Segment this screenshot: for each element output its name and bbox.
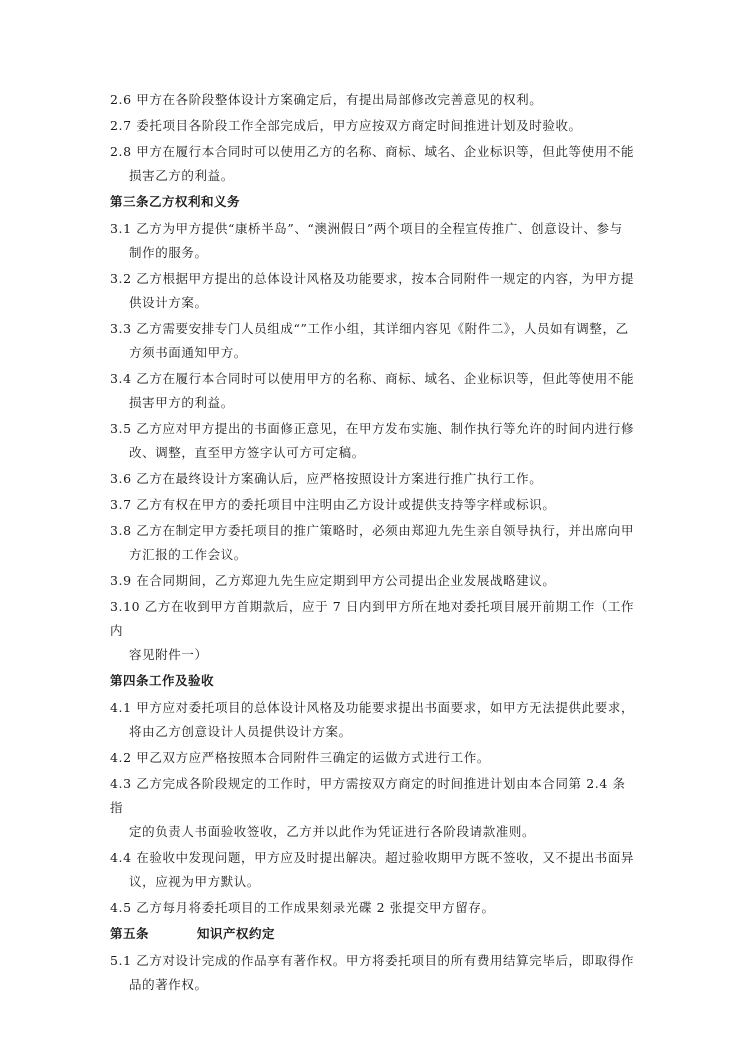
clause-line: 4.1 甲方应对委托项目的总体设计风格及功能要求提出书面要求，如甲方无法提供此要求， [110, 700, 635, 715]
section-heading [110, 190, 638, 214]
clause-paragraph [110, 772, 638, 844]
clause-line: 3.8 乙方在制定甲方委托项目的推广策略时，必须由郑迎九先生亲自领导执行，并出席向甲 [110, 523, 635, 538]
clause-line: 3.1 乙方为甲方提供“康桥半岛”、“澳洲假日”两个项目的全程宣传推广、创意设计、参与 [110, 221, 623, 236]
clause-paragraph [110, 367, 638, 415]
clause-paragraph [110, 746, 638, 770]
clause-line: 3.2 乙方根据甲方提出的总体设计风格及功能要求，按本合同附件一规定的内容，为甲方提 [110, 271, 635, 286]
clause-line: 4.4 在验收中发现问题，甲方应及时提出解决。超过验收期甲方既不签收，又不提出书面异 [110, 850, 635, 865]
clause-line: 4.3 乙方完成各阶段规定的工作时，甲方需按双方商定的时间推进计划由本合同第 2.4 条指 [110, 776, 626, 815]
clause-continuation-line: 损害甲方的利益。 [129, 395, 234, 410]
clause-paragraph [110, 949, 638, 997]
clause-line: 3.3 乙方需要安排专门人员组成“”工作小组，其详细内容见《附件二》，人员如有调整，乙 [110, 321, 629, 336]
clause-paragraph [110, 595, 638, 667]
clause-continuation-line: 制作的服务。 [129, 245, 208, 260]
clause-paragraph [110, 140, 638, 188]
clause-line: 3.6 乙方在最终设计方案确认后，应严格按照设计方案进行推广执行工作。 [110, 471, 543, 486]
section-heading [110, 922, 638, 946]
clause-line: 2.6 甲方在各阶段整体设计方案确定后，有提出局部修改完善意见的权利。 [110, 92, 543, 107]
clause-paragraph [110, 267, 638, 315]
clause-paragraph [110, 317, 638, 365]
document-body [110, 88, 638, 999]
clause-paragraph [110, 846, 638, 894]
clause-line: 5.1 乙方对设计完成的作品享有著作权。甲方将委托项目的所有费用结算完毕后，即取得作 [110, 953, 635, 968]
clause-continuation-line: 将由乙方创意设计人员提供设计方案。 [129, 724, 352, 739]
clause-line: 3.5 乙方应对甲方提出的书面修正意见，在甲方发布实施、制作执行等允许的时间内进行修 [110, 421, 635, 436]
clause-continuation-line: 容见附件一） [129, 647, 208, 662]
clause-continuation-line: 品的著作权。 [129, 977, 208, 992]
clause-paragraph [110, 217, 638, 265]
section-heading-subtitle: 知识产权约定 [197, 926, 276, 941]
clause-line: 2.8 甲方在履行本合同时可以使用乙方的名称、商标、域名、企业标识等，但此等使用不能 [110, 144, 635, 159]
clause-continuation-line: 改、调整，直至甲方签字认可方可定稿。 [129, 445, 365, 460]
clause-paragraph [110, 569, 638, 593]
clause-paragraph [110, 896, 638, 920]
section-heading [110, 669, 638, 693]
section-heading-text: 第三条乙方权利和义务 [110, 194, 241, 209]
clause-paragraph [110, 696, 638, 744]
clause-continuation-line: 供设计方案。 [129, 295, 208, 310]
clause-continuation-line: 方汇报的工作会议。 [129, 547, 247, 562]
clause-paragraph [110, 88, 638, 112]
clause-continuation-line: 定的负责人书面验收签收，乙方并以此作为凭证进行各阶段请款准则。 [129, 824, 536, 839]
clause-line: 2.7 委托项目各阶段工作全部完成后，甲方应按双方商定时间推进计划及时验收。 [110, 118, 582, 133]
clause-line: 3.9 在合同期间，乙方郑迎九先生应定期到甲方公司提出企业发展战略建议。 [110, 573, 556, 588]
clause-line: 3.4 乙方在履行本合同时可以使用甲方的名称、商标、域名、企业标识等，但此等使用不能 [110, 371, 635, 386]
clause-line: 4.5 乙方每月将委托项目的工作成果刻录光碟 2 张提交甲方留存。 [110, 900, 495, 915]
clause-line: 3.7 乙方有权在甲方的委托项目中注明由乙方设计或提供支持等字样或标识。 [110, 497, 556, 512]
clause-line: 4.2 甲乙双方应严格按照本合同附件三确定的运做方式进行工作。 [110, 750, 490, 765]
clause-continuation-line: 方须书面通知甲方。 [129, 345, 247, 360]
clause-paragraph [110, 114, 638, 138]
clause-paragraph [110, 519, 638, 567]
clause-continuation-line: 损害乙方的利益。 [129, 168, 234, 183]
clause-line: 3.10 乙方在收到甲方首期款后，应于 7 日内到甲方所在地对委托项目展开前期工作（工作内 [110, 599, 635, 638]
clause-continuation-line: 议，应视为甲方默认。 [129, 874, 261, 889]
clause-paragraph [110, 467, 638, 491]
section-heading-text: 第五条 [110, 926, 150, 941]
clause-paragraph [110, 493, 638, 517]
section-heading-text: 第四条工作及验收 [110, 673, 215, 688]
clause-paragraph [110, 417, 638, 465]
